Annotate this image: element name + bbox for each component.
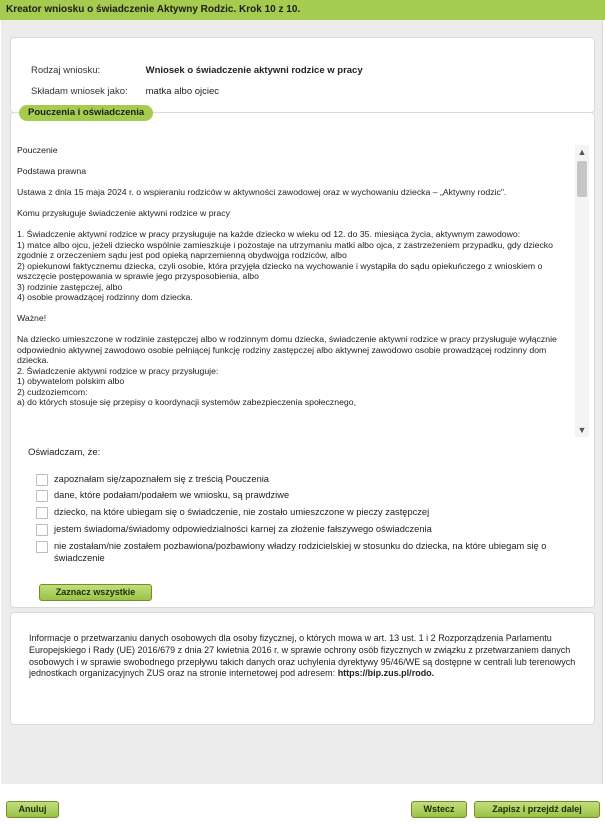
back-button[interactable]: Wstecz [411,801,467,818]
wizard-title: Kreator wniosku o świadczenie Aktywny Rodzic. Krok 10 z 10. [0,0,605,20]
scrollbar-thumb[interactable] [577,161,587,197]
instructions-text [17,145,568,418]
save-and-next-button[interactable]: Zapisz i przejdź dalej [474,801,600,818]
gdpr-info-body: Informacje o przetwarzaniu danych osobowych dla osoby fizycznej, o których mowa w art. 13 ust. 1 i 2 Rozporządzenia Parlamentu Europejskiego i Rady (UE) 2016/679 z dnia 27 kwietnia 2016 r. w sprawie ochrony osób fizycznych w związku z przetwarzaniem danych osobowych i w sprawie swobodnego przepływu takich danych oraz uchylenia dyrektywy 95/46/WE są dostępne w centrali lub terenowych jednostkach organizacyjnych ZUS oraz na stronie internetowej pod adresem: [29,633,576,679]
applicant-role-row [31,86,219,97]
application-type-label: Rodzaj wniosku: [31,65,101,76]
instructions-paragraph: Pouczenie [17,145,58,155]
cancel-button[interactable]: Anuluj [6,801,59,818]
section-legend: Pouczenia i oświadczenia [19,105,153,121]
declaration-checkbox[interactable] [36,524,48,536]
instructions-paragraph: Ustawa z dnia 15 maja 2024 r. o wspieraniu rodziców w aktywności zawodowej oraz w wychowaniu dziecka – „Aktywny rodzic". [17,187,507,197]
declaration-checkbox-label[interactable]: dziecko, na które ubiegam się o świadczenie, nie zostało umieszczone w pieczy zastępczej [54,507,430,517]
gdpr-info-link[interactable]: https://bip.zus.pl/ [337,668,412,679]
applicant-role-label: Składam wniosek jako: [31,86,128,97]
declaration-checkbox-label[interactable]: dane, które podałam/podałem we wniosku, są prawdziwe [54,490,290,500]
wizard-footer [0,784,605,824]
declaration-checkbox-label[interactable]: jestem świadoma/świadomy odpowiedzialności karnej za złożenie fałszywego oświadczenia [54,524,432,534]
instructions-paragraph: Podstawa prawna [17,166,87,176]
gdpr-info-text [29,633,584,680]
declaration-checkbox[interactable] [36,490,48,502]
applicant-role-value: matka albo ojciec [145,86,220,97]
instructions-paragraph: Ważne! [17,313,47,323]
application-type-value: Wniosek o świadczenie aktywni rodzice w pracy [145,65,363,76]
gdpr-info-box [10,612,595,725]
instructions-section [10,107,595,608]
application-summary [10,37,595,113]
instructions-paragraph: Na dziecko umieszczone w rodzinie zastępczej albo w rodzinnym domu dziecka, świadczenie aktywni rodzice w pracy przysługuje wyłącznie odpowiednio aktywnej zawodowo osobie pełniącej funkcję rodziny zastępczej albo aktywnej zawodowo osobie prowadzącej rodzinny dom dziecka. 2. Świadczenie aktywni rodzice w pracy przysługuje: 1) obywatelom polskim albo 2) cudzoziemcom: a) do których stosuje się przepisy o koordynacji systemów zabezpieczenia społecznego, [17,334,557,407]
gdpr-info-link-suffix: rodo. [411,668,435,679]
select-all-button[interactable]: Zaznacz wszystkie [39,584,152,601]
wizard-body [1,20,603,784]
declaration-checkbox[interactable] [36,474,48,486]
instructions-paragraph: Komu przysługuje świadczenie aktywni rodzice w pracy [17,208,230,218]
declaration-checkbox-label[interactable]: nie zostałam/nie zostałem pozbawiona/pozbawiony władzy rodzicielskiej w stosunku do dziecka, na które ubiegam się o świadczenie [54,541,547,563]
chevron-down-icon[interactable]: ▼ [577,425,587,435]
chevron-up-icon[interactable]: ▲ [577,147,587,157]
declaration-checkbox[interactable] [36,507,48,519]
instructions-paragraph: 1. Świadczenie aktywni rodzice w pracy przysługuje na każde dziecko w wieku od 12. do 35. miesiąca życia, aktywnym zawodowo: 1) matce albo ojcu, jeżeli dziecko wspólnie zamieszkuje i pozostaje na utrzymaniu matki albo ojca, z zastrzeżeniem przypadku, gdy dziecko zgodnie z orzeczeniem sądu jest pod opieką naprzemienną obydwojga rodziców, albo 2) opiekunowi faktycznemu dziecka, czyli osobie, która przyjęła dziecko na wychowanie i wystąpiła do sądu opiekuńczego z wnioskiem o wszczęcie postępowania w sprawie jego przysposobienia, albo 3) rodzinie zastępczej, albo 4) osobie prowadzącej rodzinny dom dziecka. [17,229,553,302]
declaration-label: Oświadczam, że: [28,447,101,458]
declaration-checkbox[interactable] [36,541,48,553]
declaration-checkbox-label[interactable]: zapoznałam się/zapoznałem się z treścią Pouczenia [54,474,269,484]
application-type-row [31,65,363,76]
instructions-scrollbar[interactable] [575,145,589,437]
instructions-scrollbox[interactable] [17,145,589,437]
